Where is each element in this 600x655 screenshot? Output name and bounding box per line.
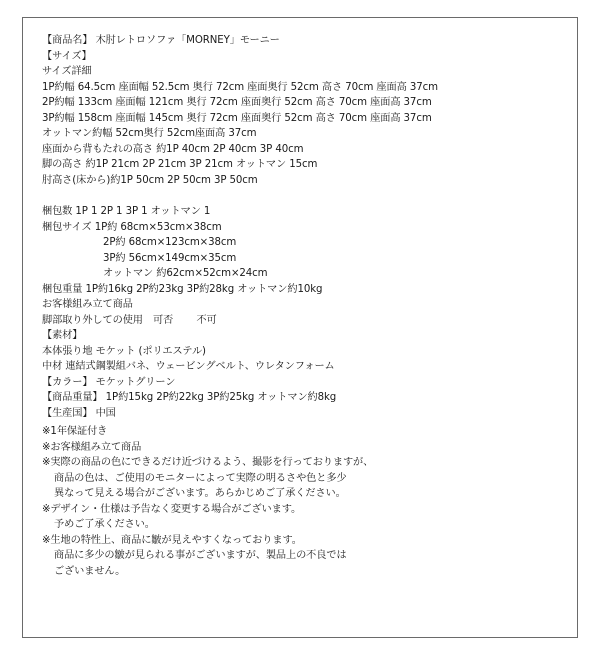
size-3p: 3P約幅 158cm 座面幅 145cm 奥行 72cm 座面奥行 52cm 高さ 70cm 座面高 37cm xyxy=(42,112,432,124)
leg-height: 脚の高さ 約1P 21cm 2P 21cm 3P 21cm オットマン 15cm xyxy=(42,159,318,170)
origin: 【生産国】 中国 xyxy=(42,407,116,419)
spec-content xyxy=(42,33,573,579)
material-inner: 中材 連結式鋼製組バネ、ウェービングベルト、ウレタンフォーム xyxy=(42,361,335,372)
assembly-caution: ※お客様組み立て商品 xyxy=(42,441,142,453)
color-spec: 【カラー】 モケットグリーン xyxy=(42,376,176,388)
size-2p: 2P約幅 133cm 座面幅 121cm 奥行 72cm 座面奥行 52cm 高さ 70cm 座面高 37cm xyxy=(42,97,432,108)
fabric-caution-line-1: ※生地の特性上、商品に皺が見えやすくなっております。 xyxy=(42,534,302,546)
package-size-ottoman: オットマン 約62cm×52cm×24cm xyxy=(103,268,268,279)
material-header: 【素材】 xyxy=(42,330,83,341)
color-caution-line-2: 商品の色は、ご使用のモニターによって実際の明るさや色と多少 xyxy=(54,472,347,484)
fabric-caution-line-3: ございません。 xyxy=(54,565,126,577)
package-size-1p: 梱包サイズ 1P約 68cm×53cm×38cm xyxy=(42,221,222,233)
back-height: 座面から背もたれの高さ 約1P 40cm 2P 40cm 3P 40cm xyxy=(42,143,304,155)
design-caution-line-1: ※デザイン・仕様は予告なく変更する場合がございます。 xyxy=(42,503,302,515)
leg-removal: 脚部取り外しての使用 可否 不可 xyxy=(42,314,217,326)
product-weight: 【商品重量】 1P約15kg 2P約22kg 3P約25kg オットマン約8kg xyxy=(42,392,337,403)
product-name: 【商品名】 木肘レトロソファ「MORNEY」モーニー xyxy=(42,35,280,46)
warranty-note: ※1年保証付き xyxy=(42,426,108,437)
package-count: 梱包数 1P 1 2P 1 3P 1 オットマン 1 xyxy=(42,206,211,217)
package-weight: 梱包重量 1P約16kg 2P約23kg 3P約28kg オットマン約10kg xyxy=(42,283,323,295)
package-size-2p: 2P約 68cm×123cm×38cm xyxy=(103,237,237,248)
size-header: 【サイズ】 xyxy=(42,50,92,62)
fabric-caution-line-2: 商品に多少の皺が見られる事がございますが、製品上の不良では xyxy=(54,550,347,561)
spacer xyxy=(42,188,573,204)
size-ottoman: オットマン約幅 52cm奥行 52cm座面高 37cm xyxy=(42,128,257,139)
color-caution-line-3: 異なって見える場合がございます。あらかじめご了承ください。 xyxy=(54,488,346,499)
material-upholstery: 本体張り地 モケット (ポリエステル) xyxy=(42,345,206,357)
package-size-3p: 3P約 56cm×149cm×35cm xyxy=(103,252,237,264)
design-caution-line-2: 予めご了承ください。 xyxy=(54,519,155,530)
spec-box xyxy=(22,17,578,638)
assembly-note: お客様組み立て商品 xyxy=(42,299,133,310)
size-detail-label: サイズ詳細 xyxy=(42,66,92,77)
size-1p: 1P約幅 64.5cm 座面幅 52.5cm 奥行 72cm 座面奥行 52cm 高さ 70cm 座面高 37cm xyxy=(42,81,438,93)
color-caution-line-1: ※実際の商品の色にできるだけ近づけるよう、撮影を行っておりますが、 xyxy=(42,457,374,468)
arm-height: 肘高さ(床から)約1P 50cm 2P 50cm 3P 50cm xyxy=(42,174,258,186)
